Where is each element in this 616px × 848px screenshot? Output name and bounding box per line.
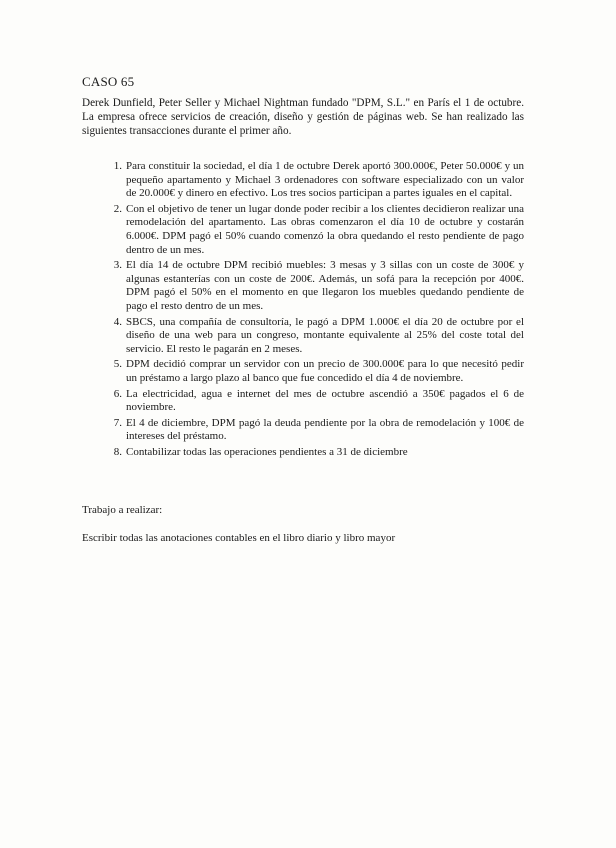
item-number: 3.	[113, 259, 122, 272]
item-number: 2.	[113, 202, 122, 215]
list-item	[92, 203, 524, 257]
item-text: La electricidad, agua e internet del mes de octubre ascendió a 350€ pagados el 6 de noviembre.	[126, 387, 524, 414]
item-number: 8.	[113, 445, 122, 458]
case-introduction: Derek Dunfield, Peter Seller y Michael Nightman fundado "DPM, S.L." en París el 1 de octubre. La empresa ofrece servicios de creación, diseño y gestión de páginas web. Se han realizado las siguientes transacciones durante el primer año.	[82, 97, 524, 137]
case-title: CASO 65	[82, 74, 135, 89]
task-heading: Trabajo a realizar:	[82, 504, 163, 516]
item-text: El día 14 de octubre DPM recibió muebles: 3 mesas y 3 sillas con un coste de 300€ y algunas estanterías con un coste de 200€. Además, un sofá para la recepción por 400€. DPM pagó el 50% en el momento en que llegaron los muebles quedando pendiente de pago el resto dentro de un mes.	[126, 259, 524, 312]
item-text: DPM decidió comprar un servidor con un precio de 300.000€ para lo que necesitó pedir un préstamo a largo plazo al banco que fue concedido el día 4 de noviembre.	[126, 358, 524, 384]
list-item	[92, 358, 524, 385]
list-item	[92, 417, 524, 444]
item-number: 4.	[113, 315, 122, 328]
item-text: El 4 de diciembre, DPM pagó la deuda pendiente por la obra de remodelación y 100€ de intereses del préstamo.	[126, 416, 524, 443]
list-item	[92, 160, 524, 201]
item-text: Con el objetivo de tener un lugar donde poder recibir a los clientes decidieron realizar una remodelación del apartamento. Las obras comenzaron el día 10 de octubre y costarán 6.000€. DPM pagó el 50% cuando comenzó la obra quedando el resto pendiente de pago dentro de un mes.	[126, 202, 524, 256]
item-text: Contabilizar todas las operaciones pendientes a 31 de diciembre	[126, 445, 408, 458]
item-number: 5.	[113, 358, 122, 371]
transaction-list	[92, 160, 524, 461]
item-number: 1.	[113, 160, 122, 172]
item-text: SBCS, una compañía de consultoría, le pagó a DPM 1.000€ el día 20 de octubre por el diseño de una web para un congreso, montante equivalente al 25% del coste total del servicio. El resto le pagarán en 2 meses.	[126, 315, 524, 355]
list-item	[92, 446, 524, 460]
task-instruction: Escribir todas las anotaciones contables en el libro diario y libro mayor	[82, 532, 396, 544]
list-item	[92, 316, 524, 357]
item-text: Para constituir la sociedad, el día 1 de octubre Derek aportó 300.000€, Peter 50.000€ y un pequeño apartamento y Michael 3 ordenadores con software especializado con un valor de 20.000€ y dinero en efectivo. Los tres socios participan a partes iguales en el capital.	[126, 160, 524, 200]
list-item	[92, 259, 524, 313]
item-number: 6.	[113, 387, 122, 400]
list-item	[92, 388, 524, 415]
item-number: 7.	[113, 416, 122, 429]
